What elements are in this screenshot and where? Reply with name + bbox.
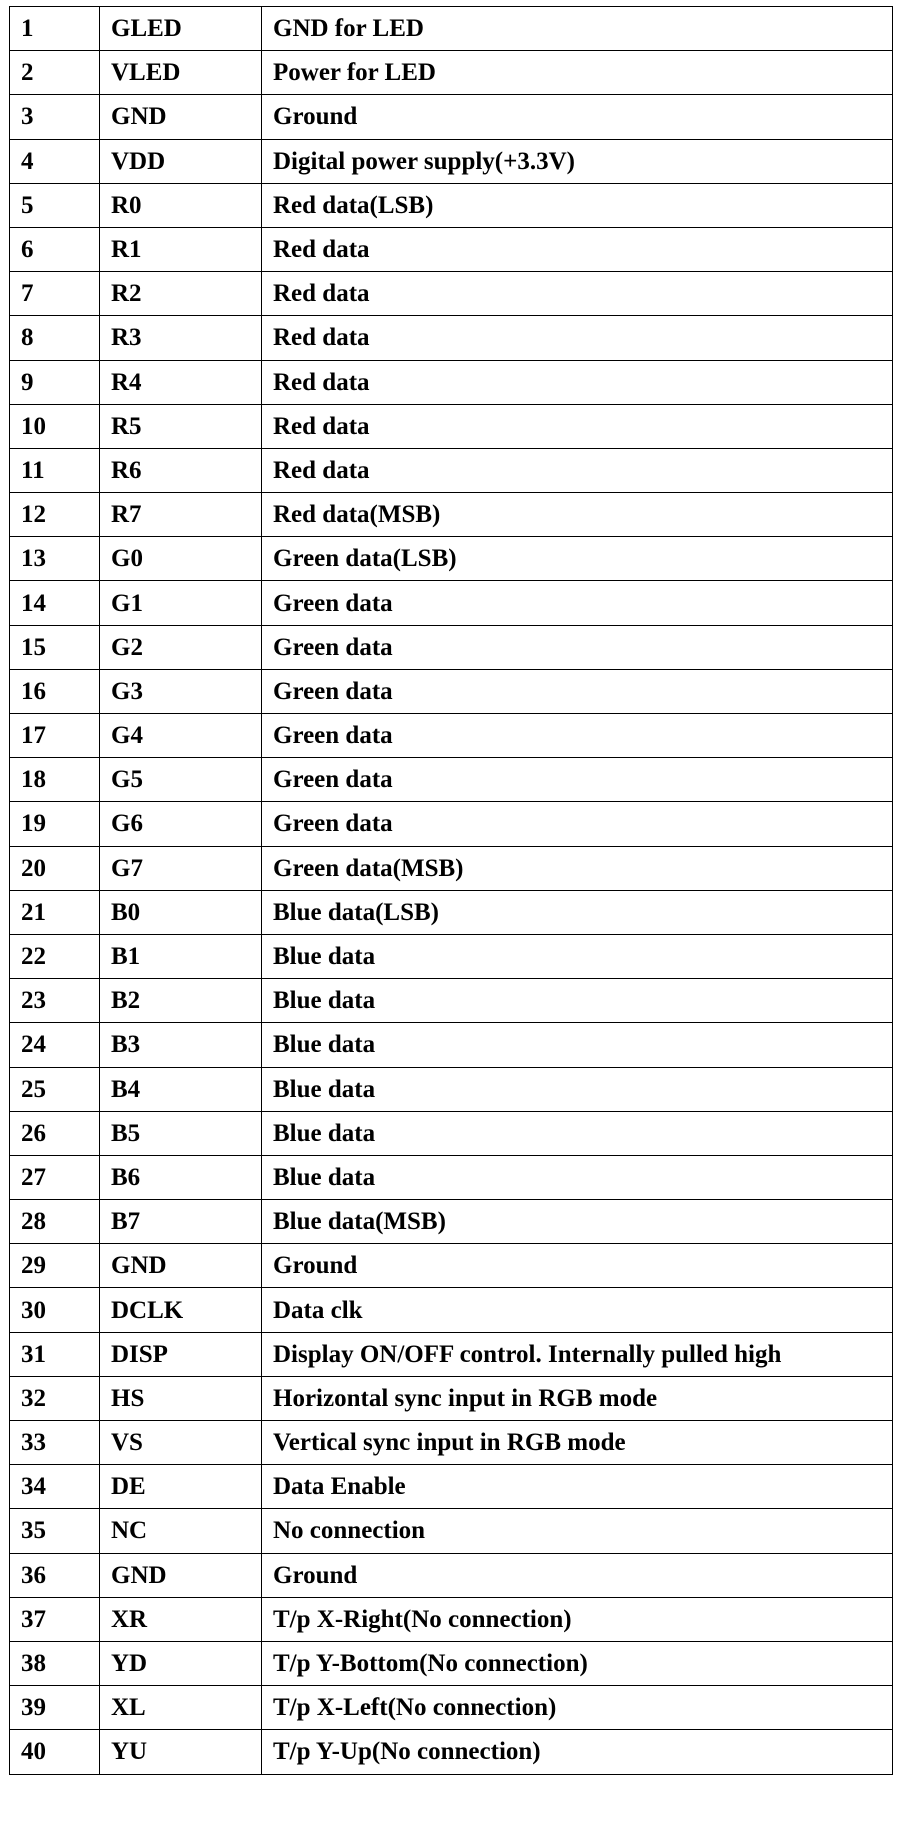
pin-symbol-cell: YU — [100, 1730, 262, 1774]
table-row — [10, 7, 893, 51]
table-row — [10, 890, 893, 934]
pin-description-cell: Power for LED — [262, 51, 893, 95]
pin-number-cell: 25 — [10, 1067, 100, 1111]
pin-symbol-cell: G4 — [100, 714, 262, 758]
pin-symbol-cell: G7 — [100, 846, 262, 890]
pin-description-cell: Data Enable — [262, 1465, 893, 1509]
table-row — [10, 1465, 893, 1509]
table-row — [10, 95, 893, 139]
pin-description-cell: Ground — [262, 1244, 893, 1288]
pin-symbol-cell: NC — [100, 1509, 262, 1553]
pin-symbol-cell: G5 — [100, 758, 262, 802]
pin-symbol-cell: XL — [100, 1686, 262, 1730]
pin-symbol-cell: B1 — [100, 934, 262, 978]
pin-number-cell: 26 — [10, 1111, 100, 1155]
pin-symbol-cell: DCLK — [100, 1288, 262, 1332]
pin-description-cell: Vertical sync input in RGB mode — [262, 1421, 893, 1465]
table-row — [10, 1155, 893, 1199]
pin-description-cell: Blue data — [262, 1023, 893, 1067]
pin-number-cell: 13 — [10, 537, 100, 581]
table-row — [10, 1421, 893, 1465]
pin-symbol-cell: GLED — [100, 7, 262, 51]
table-row — [10, 1067, 893, 1111]
table-row — [10, 669, 893, 713]
table-row — [10, 183, 893, 227]
table-row — [10, 1200, 893, 1244]
pin-description-cell: Green data — [262, 669, 893, 713]
pin-symbol-cell: G2 — [100, 625, 262, 669]
pin-number-cell: 15 — [10, 625, 100, 669]
table-row — [10, 1111, 893, 1155]
pin-number-cell: 23 — [10, 979, 100, 1023]
pin-number-cell: 36 — [10, 1553, 100, 1597]
pin-number-cell: 7 — [10, 272, 100, 316]
pin-symbol-cell: R4 — [100, 360, 262, 404]
pin-number-cell: 38 — [10, 1641, 100, 1685]
pin-number-cell: 3 — [10, 95, 100, 139]
pin-symbol-cell: B0 — [100, 890, 262, 934]
pin-description-cell: No connection — [262, 1509, 893, 1553]
table-row — [10, 1288, 893, 1332]
pin-description-cell: Display ON/OFF control. Internally pulled high — [262, 1332, 893, 1376]
pin-symbol-cell: B4 — [100, 1067, 262, 1111]
pin-description-cell: Blue data(MSB) — [262, 1200, 893, 1244]
table-row — [10, 846, 893, 890]
pin-number-cell: 4 — [10, 139, 100, 183]
pin-symbol-cell: DISP — [100, 1332, 262, 1376]
pin-symbol-cell: GND — [100, 1244, 262, 1288]
pin-description-cell: T/p X-Left(No connection) — [262, 1686, 893, 1730]
pin-number-cell: 20 — [10, 846, 100, 890]
pin-symbol-cell: R7 — [100, 493, 262, 537]
table-row — [10, 1553, 893, 1597]
pin-description-cell: Green data — [262, 625, 893, 669]
pin-description-cell: GND for LED — [262, 7, 893, 51]
pin-table-body — [10, 7, 893, 1775]
pin-assignment-table — [9, 6, 893, 1775]
pin-symbol-cell: B7 — [100, 1200, 262, 1244]
pin-symbol-cell: VDD — [100, 139, 262, 183]
pin-description-cell: Red data — [262, 404, 893, 448]
table-row — [10, 493, 893, 537]
pin-description-cell: Red data — [262, 272, 893, 316]
table-row — [10, 581, 893, 625]
pin-number-cell: 37 — [10, 1597, 100, 1641]
table-row — [10, 1686, 893, 1730]
table-row — [10, 625, 893, 669]
pin-description-cell: Green data — [262, 581, 893, 625]
table-row — [10, 1730, 893, 1774]
pin-symbol-cell: G1 — [100, 581, 262, 625]
table-row — [10, 1332, 893, 1376]
pin-description-cell: Horizontal sync input in RGB mode — [262, 1376, 893, 1420]
pin-symbol-cell: G6 — [100, 802, 262, 846]
pin-description-cell: Ground — [262, 1553, 893, 1597]
table-row — [10, 1376, 893, 1420]
pin-number-cell: 2 — [10, 51, 100, 95]
pin-number-cell: 27 — [10, 1155, 100, 1199]
table-row — [10, 272, 893, 316]
pin-number-cell: 28 — [10, 1200, 100, 1244]
table-row — [10, 360, 893, 404]
table-row — [10, 227, 893, 271]
pin-description-cell: Blue data — [262, 979, 893, 1023]
pin-symbol-cell: B5 — [100, 1111, 262, 1155]
pin-description-cell: Ground — [262, 95, 893, 139]
table-row — [10, 979, 893, 1023]
pin-number-cell: 22 — [10, 934, 100, 978]
pin-symbol-cell: DE — [100, 1465, 262, 1509]
pin-symbol-cell: B3 — [100, 1023, 262, 1067]
pin-number-cell: 19 — [10, 802, 100, 846]
pin-description-cell: Blue data — [262, 934, 893, 978]
pin-number-cell: 30 — [10, 1288, 100, 1332]
pin-number-cell: 10 — [10, 404, 100, 448]
pin-symbol-cell: R2 — [100, 272, 262, 316]
pin-symbol-cell: B6 — [100, 1155, 262, 1199]
pin-symbol-cell: G3 — [100, 669, 262, 713]
pin-number-cell: 21 — [10, 890, 100, 934]
pin-description-cell: T/p Y-Bottom(No connection) — [262, 1641, 893, 1685]
pin-number-cell: 16 — [10, 669, 100, 713]
pin-number-cell: 40 — [10, 1730, 100, 1774]
pin-description-cell: Data clk — [262, 1288, 893, 1332]
pin-symbol-cell: VS — [100, 1421, 262, 1465]
pin-number-cell: 1 — [10, 7, 100, 51]
table-row — [10, 139, 893, 183]
pin-number-cell: 39 — [10, 1686, 100, 1730]
table-row — [10, 934, 893, 978]
pin-symbol-cell: R5 — [100, 404, 262, 448]
pin-description-cell: Blue data — [262, 1111, 893, 1155]
table-row — [10, 404, 893, 448]
pin-description-cell: Red data — [262, 316, 893, 360]
pin-symbol-cell: R1 — [100, 227, 262, 271]
pin-number-cell: 24 — [10, 1023, 100, 1067]
pin-description-cell: T/p Y-Up(No connection) — [262, 1730, 893, 1774]
pin-number-cell: 14 — [10, 581, 100, 625]
pin-symbol-cell: R3 — [100, 316, 262, 360]
table-row — [10, 758, 893, 802]
pin-number-cell: 33 — [10, 1421, 100, 1465]
pin-symbol-cell: R6 — [100, 448, 262, 492]
pin-description-cell: Blue data(LSB) — [262, 890, 893, 934]
pin-symbol-cell: GND — [100, 95, 262, 139]
pin-symbol-cell: VLED — [100, 51, 262, 95]
pin-number-cell: 6 — [10, 227, 100, 271]
pin-number-cell: 12 — [10, 493, 100, 537]
pin-symbol-cell: G0 — [100, 537, 262, 581]
pin-description-cell: Green data(MSB) — [262, 846, 893, 890]
pin-description-cell: Blue data — [262, 1155, 893, 1199]
pin-number-cell: 9 — [10, 360, 100, 404]
pin-number-cell: 35 — [10, 1509, 100, 1553]
pin-symbol-cell: HS — [100, 1376, 262, 1420]
pin-description-cell: Red data — [262, 448, 893, 492]
pin-description-cell: Blue data — [262, 1067, 893, 1111]
pin-number-cell: 18 — [10, 758, 100, 802]
pin-description-cell: Green data — [262, 802, 893, 846]
pin-symbol-cell: R0 — [100, 183, 262, 227]
pin-number-cell: 5 — [10, 183, 100, 227]
pin-description-cell: Green data(LSB) — [262, 537, 893, 581]
pin-description-cell: Green data — [262, 758, 893, 802]
pin-description-cell: Green data — [262, 714, 893, 758]
pin-symbol-cell: GND — [100, 1553, 262, 1597]
pin-description-cell: T/p X-Right(No connection) — [262, 1597, 893, 1641]
table-row — [10, 537, 893, 581]
pin-number-cell: 31 — [10, 1332, 100, 1376]
pin-symbol-cell: YD — [100, 1641, 262, 1685]
pin-description-cell: Red data — [262, 360, 893, 404]
table-row — [10, 316, 893, 360]
table-row — [10, 1509, 893, 1553]
table-row — [10, 802, 893, 846]
table-row — [10, 51, 893, 95]
table-row — [10, 1244, 893, 1288]
pin-number-cell: 32 — [10, 1376, 100, 1420]
pin-number-cell: 8 — [10, 316, 100, 360]
table-row — [10, 448, 893, 492]
pin-description-cell: Red data — [262, 227, 893, 271]
pin-symbol-cell: B2 — [100, 979, 262, 1023]
table-row — [10, 1641, 893, 1685]
pin-description-cell: Digital power supply(+3.3V) — [262, 139, 893, 183]
pin-number-cell: 34 — [10, 1465, 100, 1509]
pin-number-cell: 29 — [10, 1244, 100, 1288]
pin-number-cell: 17 — [10, 714, 100, 758]
pin-symbol-cell: XR — [100, 1597, 262, 1641]
table-row — [10, 1023, 893, 1067]
pin-description-cell: Red data(MSB) — [262, 493, 893, 537]
table-row — [10, 1597, 893, 1641]
table-row — [10, 714, 893, 758]
pin-description-cell: Red data(LSB) — [262, 183, 893, 227]
pin-number-cell: 11 — [10, 448, 100, 492]
